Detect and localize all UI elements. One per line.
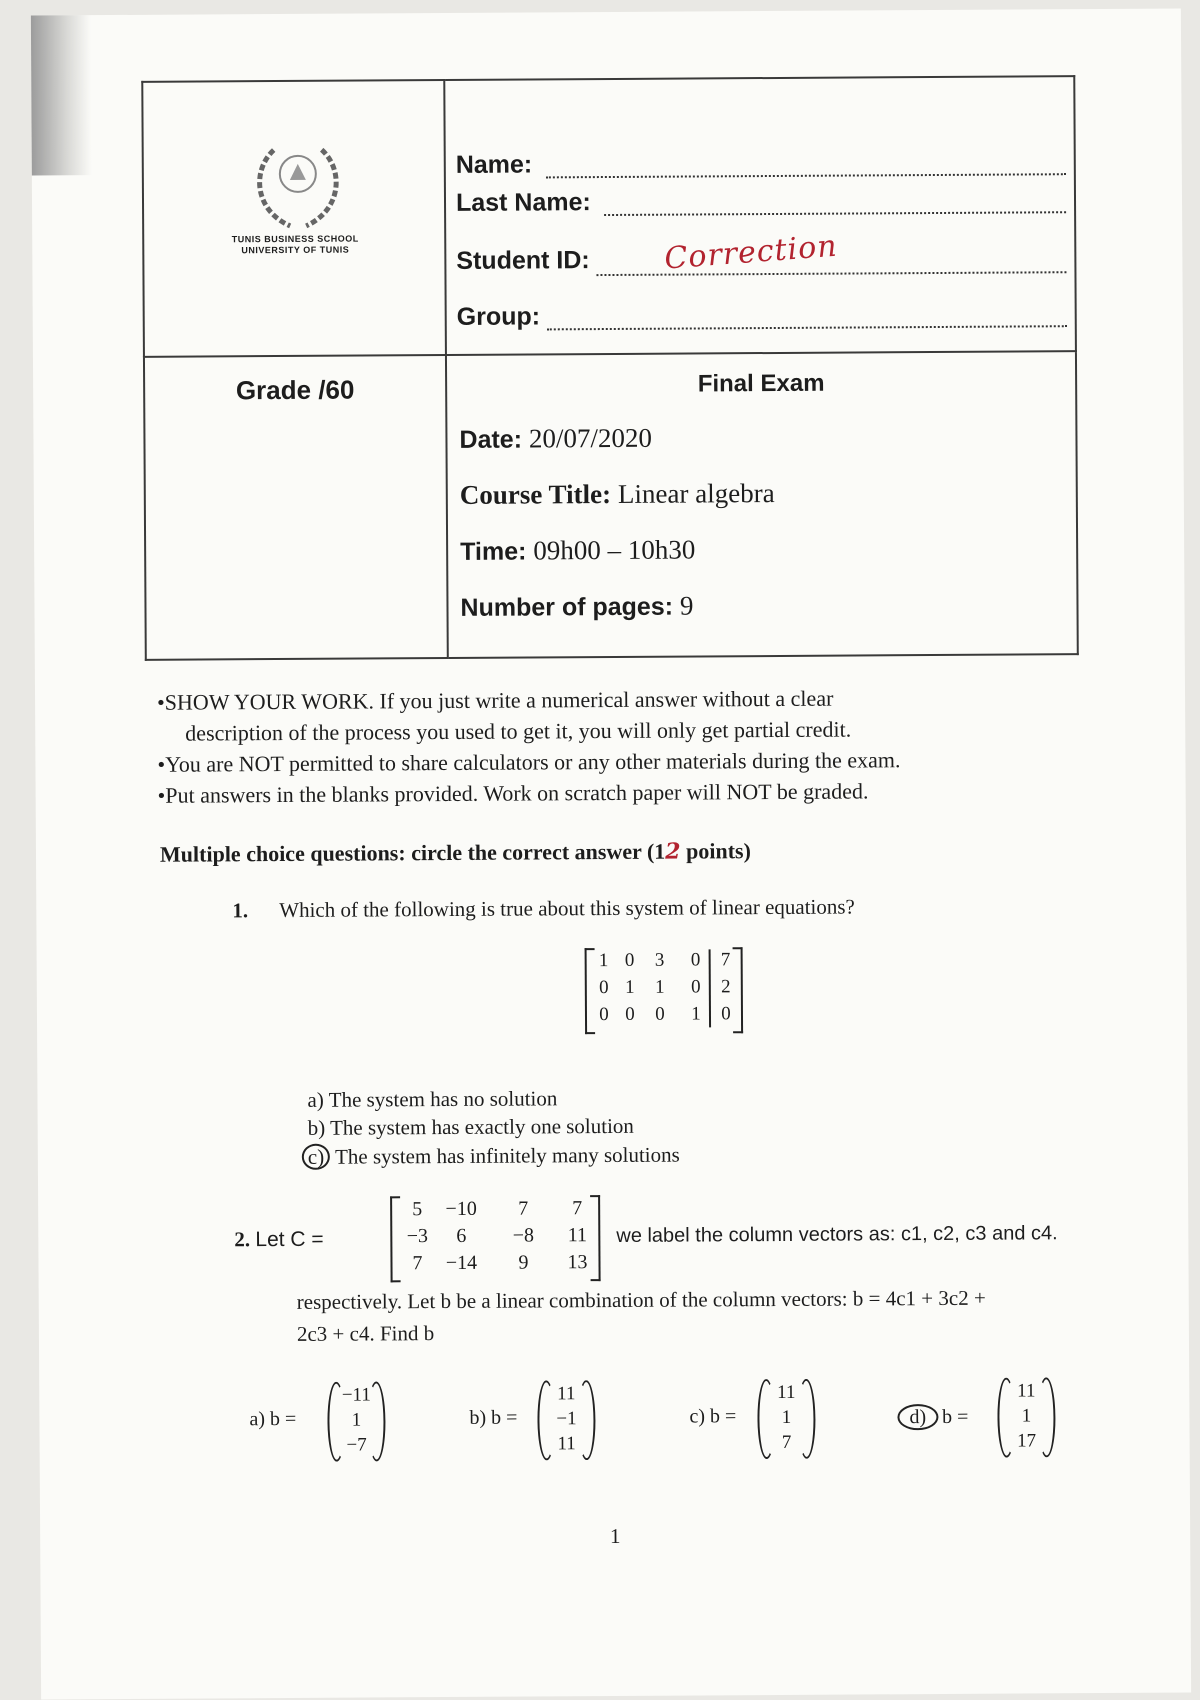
option-label: b) (308, 1116, 326, 1140)
vector-entry: 1 (765, 1406, 807, 1430)
matrix-entry: 6 (440, 1223, 482, 1249)
question-2-line2: respectively. Let b be a linear combination of the column vectors: b = 4c1 + 3c2 + (297, 1286, 986, 1315)
matrix-entry: 2 (711, 974, 741, 1000)
choice-label (469, 1407, 517, 1430)
matrix-entry: 1 (615, 975, 645, 1001)
school-logo-text (180, 233, 410, 256)
question-2-line3: 2c3 + c4. Find b (297, 1321, 434, 1347)
rule-answers-in-blanks: •Put answers in the blanks provided. Work on scratch paper will NOT be graded. (158, 774, 1108, 811)
option-text: The system has infinitely many solutions (335, 1143, 680, 1169)
vector-entry: 1 (1005, 1404, 1047, 1428)
matrix-entry: 1 (645, 975, 675, 1001)
vector-entry: −11 (335, 1383, 377, 1407)
choice-label-after: b = (942, 1406, 968, 1428)
page-shadow (31, 15, 92, 175)
matrix-entry: −14 (440, 1250, 482, 1276)
vector-entry: 11 (1005, 1379, 1047, 1403)
matrix-entry: −3 (396, 1223, 438, 1249)
header-table (141, 75, 1079, 661)
matrix-entry: 7 (711, 947, 741, 973)
date-value: 20/07/2020 (529, 423, 652, 454)
question-1-number: 1. (232, 898, 274, 923)
question-2-tail: we label the column vectors as: c1, c2, c3 and c4. (616, 1222, 1057, 1248)
matrix-entry: 0 (645, 1002, 675, 1028)
laurel-wreath-icon (244, 130, 353, 239)
option-label: a) (307, 1088, 323, 1112)
vector-entry: 17 (1006, 1429, 1048, 1453)
question-1-text: Which of the following is true about this system of linear equations? (279, 895, 855, 923)
circled-choice-label: d) (897, 1404, 938, 1430)
last-name-label: Last Name: (456, 188, 591, 218)
group-blank[interactable] (547, 325, 1067, 330)
vector-entry: 1 (335, 1408, 377, 1432)
mcq-title-text: Multiple choice questions: circle the correct answer (1 (160, 839, 665, 867)
matrix-entry: 0 (589, 1002, 619, 1028)
student-id-label: Student ID: (456, 246, 590, 276)
q2-choices (31, 9, 1181, 16)
matrix-entry: 0 (681, 974, 711, 1000)
choice-label (897, 1404, 968, 1430)
date-row (459, 423, 652, 455)
course-row (460, 478, 775, 511)
option-text: The system has no solution (329, 1086, 558, 1111)
matrix-entry: −8 (502, 1222, 544, 1248)
column-vector (327, 1381, 385, 1459)
circled-option-label: c) (302, 1144, 330, 1170)
choice-label (689, 1405, 736, 1428)
course-label: Course Title: (460, 479, 611, 510)
column-vector (537, 1380, 595, 1458)
matrix-entry: 0 (615, 1002, 645, 1028)
time-value: 09h00 – 10h30 (533, 534, 695, 565)
matrix-entry: 7 (396, 1250, 438, 1276)
q1-option-a[interactable] (307, 1086, 557, 1113)
question-2 (234, 1227, 323, 1253)
matrix-entry: 0 (681, 947, 711, 973)
vector-entry: 11 (546, 1432, 588, 1456)
mcq-title (160, 838, 751, 868)
date-label: Date: (459, 425, 522, 453)
exam-paper (31, 9, 1191, 1700)
vector-entry: 7 (766, 1431, 808, 1455)
school-name: TUNIS BUSINESS SCHOOL (180, 233, 410, 245)
logo-cell (142, 80, 446, 357)
rule-no-sharing: •You are NOT permitted to share calculators or any other materials during the exam. (157, 743, 1107, 780)
matrix-entry: −10 (440, 1196, 482, 1222)
vector-entry: −1 (545, 1407, 587, 1431)
grade-cell: Grade /60 (144, 355, 448, 660)
vector-entry: 11 (545, 1382, 587, 1406)
course-value: Linear algebra (618, 478, 775, 509)
augmented-matrix (585, 947, 743, 1030)
exam-title: Final Exam (447, 368, 1075, 400)
exam-rules (157, 681, 1108, 811)
exam-info-cell (446, 351, 1078, 658)
choice-label (249, 1408, 296, 1431)
matrix-entry: 1 (681, 1001, 711, 1027)
vector-entry: −7 (336, 1433, 378, 1457)
page-number: 1 (40, 1520, 1190, 1552)
matrix-entry: 11 (556, 1222, 598, 1248)
matrix-entry: 9 (502, 1249, 544, 1275)
question-1 (232, 895, 855, 924)
last-name-blank[interactable] (604, 211, 1066, 216)
question-2-lead: Let C = (255, 1228, 323, 1251)
pages-value: 9 (680, 590, 694, 620)
time-row (460, 534, 695, 566)
name-label: Name: (456, 150, 533, 179)
q1-option-b[interactable] (308, 1114, 634, 1141)
pages-row (460, 590, 693, 622)
question-2-number: 2. (234, 1227, 250, 1251)
rule-show-work: •SHOW YOUR WORK. If you just write a numerical answer without a clear (157, 681, 1107, 718)
time-label: Time: (460, 537, 526, 565)
university-name: UNIVERSITY OF TUNIS (180, 244, 410, 256)
matrix-entry: 7 (556, 1195, 598, 1221)
choice-label-text: c) b = (689, 1405, 736, 1427)
matrix-c (390, 1195, 600, 1278)
matrix-entry: 5 (396, 1196, 438, 1222)
matrix-entry: 7 (502, 1195, 544, 1221)
matrix-entry: 1 (589, 948, 619, 974)
option-text: The system has exactly one solution (330, 1114, 634, 1140)
vector-entry: 11 (765, 1381, 807, 1405)
handwritten-score: 2 (665, 839, 680, 865)
rule-show-work-cont: description of the process you used to get it, you will only get partial credit. (157, 712, 1107, 749)
column-vector (757, 1379, 815, 1457)
mcq-title-points: points) (681, 838, 751, 863)
matrix-entry: 0 (615, 948, 645, 974)
choice-label-text: a) b = (249, 1408, 296, 1430)
column-vector (997, 1377, 1055, 1455)
student-id-handwritten: Correction (663, 229, 838, 277)
matrix-entry: 3 (645, 948, 675, 974)
pages-label: Number of pages: (460, 593, 673, 622)
choice-label-text: b) b = (469, 1407, 517, 1429)
name-blank[interactable] (546, 173, 1066, 178)
matrix-entry: 0 (589, 975, 619, 1001)
student-info-cell (444, 76, 1076, 355)
q1-option-c[interactable] (302, 1142, 680, 1170)
matrix-entry: 13 (556, 1249, 598, 1275)
group-label: Group: (457, 302, 541, 332)
matrix-entry: 0 (711, 1001, 741, 1027)
